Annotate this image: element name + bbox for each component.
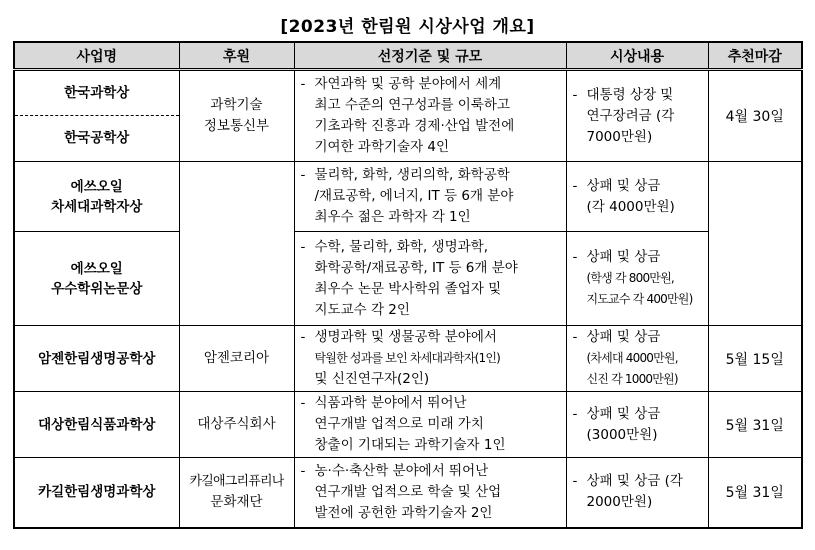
deadline-cell: 5월 15일 [708,326,802,392]
table-row [14,326,802,392]
award-name-cell [14,70,179,162]
criteria-cell [294,458,566,528]
criteria-line: 최우수 젊은 과학자 각 1인 [314,209,471,225]
award-line: 연구장려금 (각 [586,107,675,124]
award-name-cell [14,162,179,232]
page-title: [2023년 한림원 시상사업 개요] [280,17,535,37]
sponsor-cell: 대상주식회사 [179,392,294,458]
criteria-cell [294,326,566,392]
criteria-line: 물리학, 화학, 생리의학, 화학공학 [314,167,510,183]
criteria-line: 생명과학 및 생물공학 분야에서 [314,329,497,345]
award-line: (차세대 4000만원, [586,351,678,365]
dash-marker: - [572,177,578,194]
deadline-cell: 5월 31일 [708,392,802,458]
header-sponsor: 후원 [179,42,294,70]
award-line: 상패 및 상금 [586,249,661,265]
dash-marker: - [572,86,578,103]
sponsor-cell: 암젠코리아 [179,326,294,392]
award-content-cell [566,392,708,458]
criteria-line: 최우수 논문 박사학위 졸업자 및 [314,280,502,297]
criteria-line: 최고 수준의 연구성과를 이룩하고 [314,97,510,113]
criteria-line: 기초과학 진흥과 경제·산업 발전에 [314,118,515,134]
sponsor-line: 카길애그리퓨리나 [189,474,284,490]
criteria-line: 및 신진연구자(2인) [314,371,430,387]
dash-marker: - [572,473,578,490]
table-row [14,162,802,232]
criteria-line: 식품과학 분야에서 뛰어난 [314,395,467,411]
table-row [14,458,802,528]
award-line: 2000만원) [586,494,653,511]
award-name: 우수학위논문상 [51,280,143,297]
award-line: 신진 각 1000만원) [586,372,678,386]
sponsor-line: 문화재단 [210,494,263,511]
deadline-cell [708,162,802,326]
award-line: 상패 및 상금 [586,405,661,422]
award-name: 암젠한림생명공학상 [14,326,179,392]
dash-marker: - [300,167,306,183]
header-deadline: 추천마감 [708,42,802,70]
award-content-cell [566,162,708,232]
award-line: (각 4000만원) [586,198,675,215]
award-name: 대상한림식품과학상 [14,392,179,458]
award-name: 카길한림생명과학상 [14,458,179,528]
award-name: 한국과학상 [15,71,179,116]
criteria-line: 탁월한 성과를 보인 차세대과학자(1인) [314,351,501,365]
criteria-cell [294,392,566,458]
header-award-name: 사업명 [14,42,179,70]
sponsor-cell [179,162,294,326]
awards-table [13,41,803,529]
deadline-cell: 5월 31일 [708,458,802,528]
dash-marker: - [572,249,578,265]
table-row [14,392,802,458]
criteria-cell [294,232,566,326]
award-name: 에쓰오일 [70,178,123,195]
criteria-line: 기여한 과학기술자 4인 [314,139,450,155]
dash-marker: - [300,329,306,345]
header-criteria: 선정기준 및 규모 [294,42,566,70]
table-row [14,232,802,326]
award-line: 7000만원) [586,128,653,145]
criteria-line: 발전에 공헌한 과학기술자 2인 [314,504,493,521]
award-content-cell [566,326,708,392]
criteria-line: 수학, 물리학, 화학, 생명과학, [314,238,488,255]
criteria-line: 연구개발 업적으로 미래 가치 [314,416,484,432]
header-row [14,42,802,70]
award-name: 차세대과학자상 [51,198,143,215]
criteria-cell [294,70,566,162]
criteria-line: 화학공학/재료공학, IT 등 6개 분야 [314,259,518,276]
award-name: 한국공학상 [64,130,130,146]
award-line: (3000만원) [586,426,658,443]
header-award-content: 시상내용 [566,42,708,70]
dash-marker: - [300,76,306,92]
dash-marker: - [300,462,306,479]
dash-marker: - [572,329,578,345]
criteria-cell [294,162,566,232]
award-line: 상패 및 상금 [586,177,661,194]
criteria-line: 농·수·축산학 분야에서 뛰어난 [314,462,489,479]
award-line: 대통령 상장 및 [586,86,674,103]
criteria-line: 지도교수 각 2인 [314,301,410,318]
sponsor-line: 정보통신부 [203,118,270,134]
dash-marker: - [300,395,306,411]
criteria-line: 자연과학 및 공학 분야에서 세계 [314,76,502,92]
table-row [14,70,802,162]
award-line: (학생 각 800만원, [586,271,674,285]
criteria-line: 연구개발 업적으로 학술 및 산업 [314,483,502,500]
sponsor-cell [179,70,294,162]
deadline-cell: 4월 30일 [708,70,802,162]
sponsor-cell [179,458,294,528]
criteria-line: 창출이 기대되는 과학기술자 1인 [314,437,506,453]
award-line: 상패 및 상금 (각 [586,473,683,490]
sponsor-line: 과학기술 [210,97,263,113]
dash-marker: - [300,238,306,255]
award-name-cell [14,232,179,326]
dash-marker: - [572,405,578,422]
award-content-cell [566,232,708,326]
award-content-cell [566,70,708,162]
award-line: 지도교수 각 400만원) [586,292,693,306]
award-name: 에쓰오일 [70,260,123,277]
award-line: 상패 및 상금 [586,329,661,345]
award-content-cell [566,458,708,528]
criteria-line: /재료공학, 에너지, IT 등 6개 분야 [314,188,514,204]
